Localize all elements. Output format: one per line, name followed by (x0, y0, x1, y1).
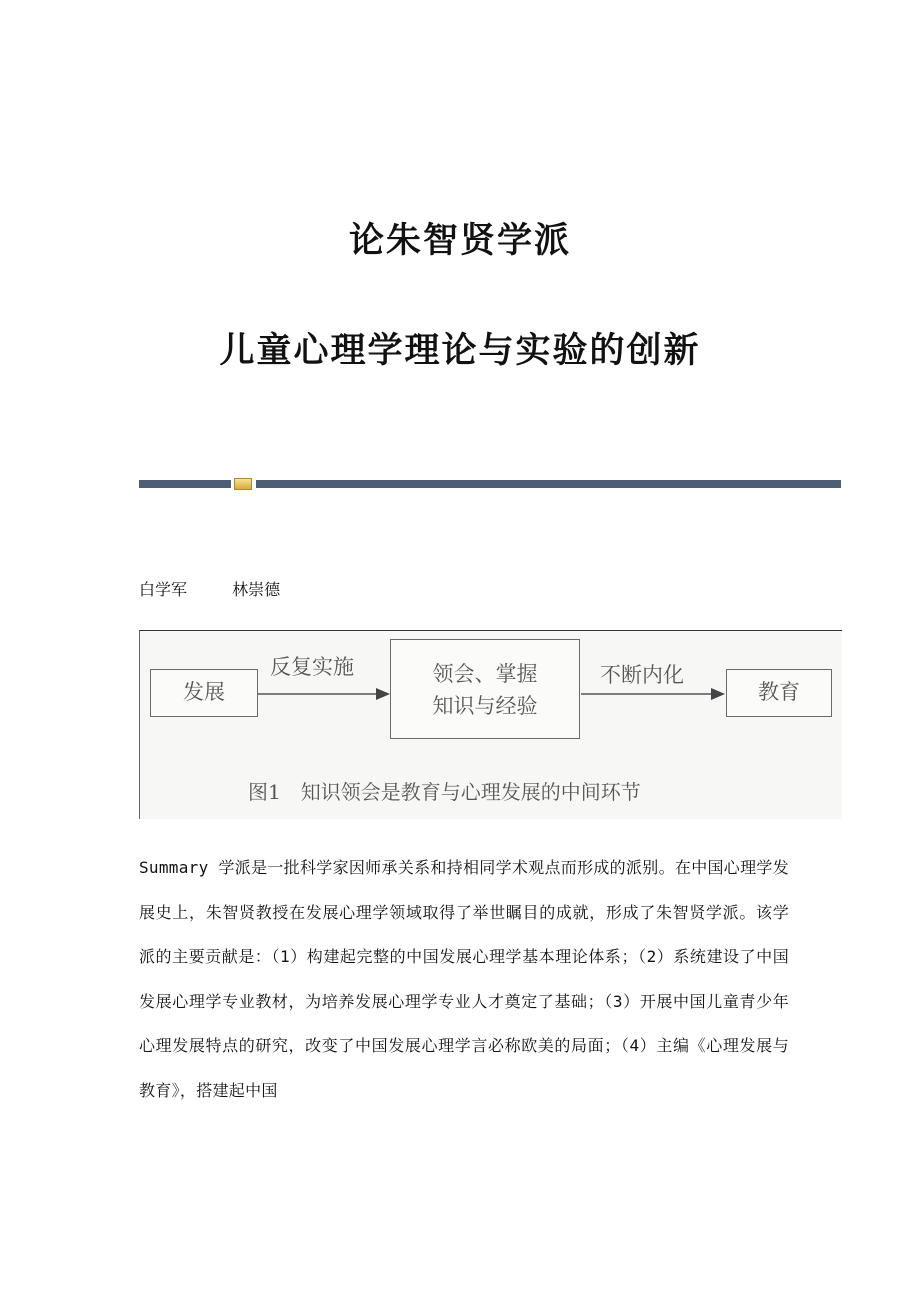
figure-caption: 图1 知识领会是教育与心理发展的中间环节 (248, 780, 641, 804)
box-middle-line-2: 知识与经验 (432, 694, 538, 718)
figure-diagram (139, 630, 842, 819)
box-education: 教育 (726, 669, 832, 717)
authors (139, 577, 320, 600)
summary-paragraph: Summary 学派是一批科学家因师承关系和持相同学术观点而形成的派别。在中国心理学发展史上，朱智贤教授在发展心理学领域取得了举世瞩目的成就，形成了朱智贤学派。该学派的主要贡献是：（1）构建起完整的中国发展心理学基本理论体系；（2）系统建设了中国发展心理学专业教材，为培养发展心理学专业人才奠定了基础；（3）开展中国儿童青少年心理发展特点的研究，改变了中国发展心理学言必称欧美的局面；（4）主编《心理发展与教育》，搭建起中国 (139, 858, 789, 1100)
author-2: 林崇德 (232, 580, 281, 599)
arrow-label-internalize: 不断内化 (600, 663, 684, 687)
box-middle-line-1: 领会、掌握 (432, 662, 538, 686)
divider-ornament-icon (234, 478, 252, 490)
title-line-2: 儿童心理学理论与实验的创新 (219, 330, 701, 371)
author-1: 白学军 (139, 580, 188, 599)
box-middle (390, 639, 580, 739)
title-line-1: 论朱智贤学派 (348, 220, 571, 261)
arrow-2-icon (581, 688, 725, 700)
box-development: 发展 (150, 669, 258, 717)
arrow-label-repeat: 反复实施 (270, 655, 354, 679)
divider-left (139, 480, 231, 488)
arrow-1-icon (258, 688, 390, 700)
divider-right (256, 480, 841, 488)
